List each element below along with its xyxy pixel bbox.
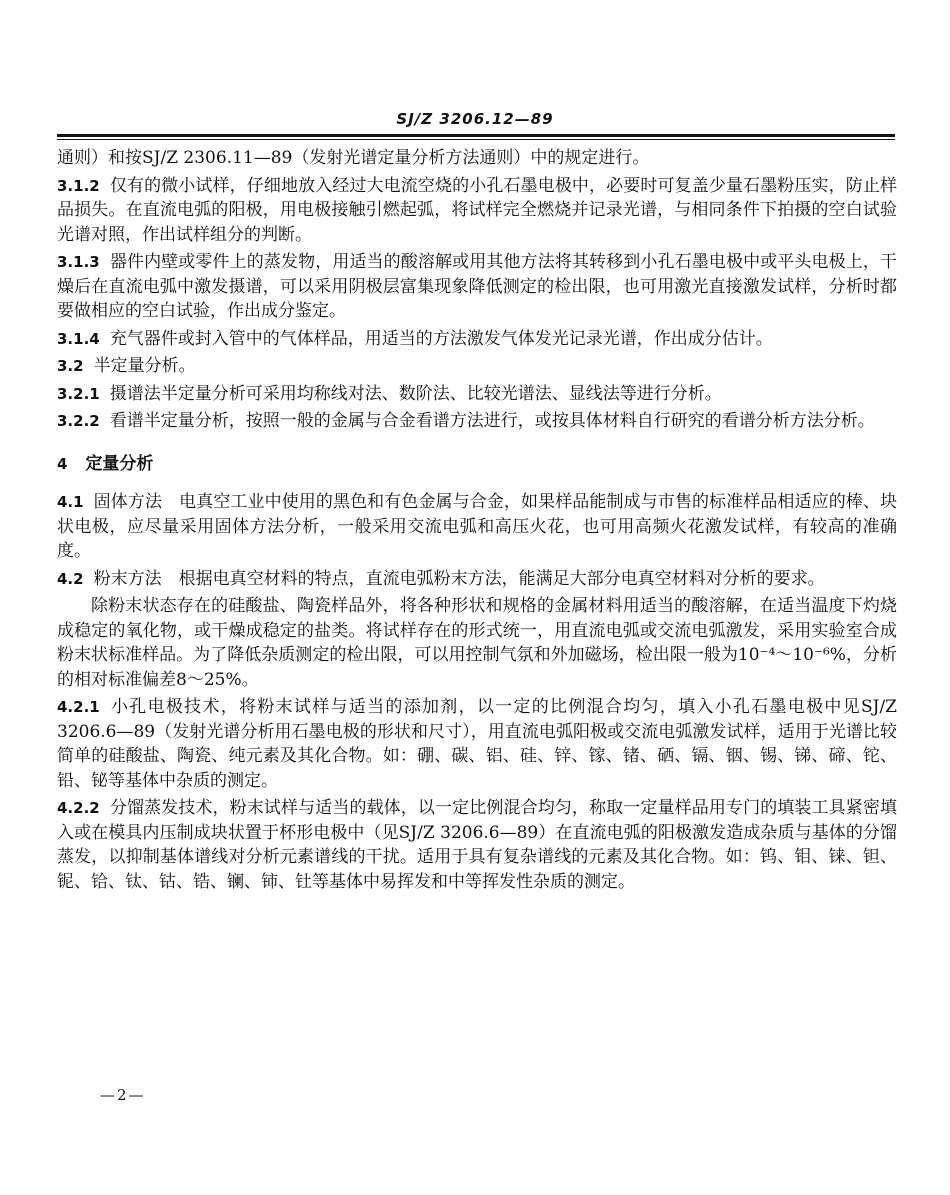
clause-number: 3.2 [57,357,84,375]
clause-number: 4.2.1 [57,698,100,716]
paragraph-text: 粉末方法 根据电真空材料的特点，直流电弧粉末方法，能满足大部分电真空材料对分析的要求。 [93,568,825,589]
clause-4-2-2 [57,796,897,894]
clause-3-1-4 [57,327,897,352]
section-title: 定量分析 [85,453,154,474]
paragraph-text: 看谱半定量分析，按照一般的金属与合金看谱方法进行，或按具体材料自行研究的看谱分析方法分析。 [109,411,875,431]
section-heading-4 [57,452,897,477]
clause-3-1-3 [57,250,897,324]
paragraph-text: 仅有的微小试样，仔细地放入经过大电流空烧的小孔石墨电极中，必要时可复盖少量石墨粉压实，防止样品损失。在直流电弧的阳极，用电极接触引燃起弧，将试样完全燃烧并记录光谱，与相同条件下拍摄的空白试验光谱对照，作出试样组分的判断。 [57,175,897,245]
paragraph-4-2-body [57,594,897,692]
header-rule-thin [57,139,895,140]
page-number: —2— [100,1086,146,1104]
clause-number: 4.1 [57,493,84,511]
clause-4-1 [57,490,897,564]
clause-3-2-1 [57,382,897,407]
document-body [57,146,897,897]
clause-3-2-2 [57,409,897,434]
clause-4-2-1 [57,695,897,793]
clause-number: 4.2 [57,569,84,588]
paragraph-text: 摄谱法半定量分析可采用均称线对法、数阶法、比较光谱法、显线法等进行分析。 [109,383,722,404]
paragraph-continued [57,146,897,171]
clause-number: 4.2.2 [57,799,100,817]
paragraph-text: 充气器件或封入管中的气体样品，用适当的方法激发气体发光记录光谱，作出成分估计。 [109,328,773,349]
paragraph-text: 半定量分析。 [93,356,196,376]
section-number: 4 [57,454,68,473]
clause-number: 3.2.1 [57,384,100,403]
clause-number: 3.1.2 [57,176,100,195]
paragraph-text: 固体方法 电真空工业中使用的黑色和有色金属与合金，如果样品能制成与市售的标准样品相适应的棒、块状电极，应尽量采用固体方法分析，一般采用交流电弧和高压火花，也可用高频火花激发试样，有较高的准确度。 [57,492,897,561]
clause-3-1-2 [57,174,897,248]
paragraph-text: 小孔电极技术，将粉末试样与适当的添加剂，以一定的比例混合均匀，填入小孔石墨电极中见SJ/Z 3206.6—89（发射光谱分析用石墨电极的形状和尺寸），用直流电弧阳极或交流电弧激发试样，适用于光谱比较简单的硅酸盐、陶瓷、纯元素及其化合物。如：硼、碳、铝、硅、锌、镓、锗、硒、镉、铟、锡、锑、碲、铊、铅、铋等基体中杂质的测定。 [57,697,897,791]
paragraph-text: 通则）和按SJ/Z 2306.11—89（发射光谱定量分析方法通则）中的规定进行。 [57,148,650,168]
clause-number: 3.1.4 [57,329,100,348]
header-rule-thick [57,134,895,137]
clause-number: 3.2.2 [57,412,100,430]
clause-3-2 [57,354,897,379]
document-code-header: SJ/Z 3206.12—89 [396,110,554,128]
paragraph-text: 分馏蒸发技术，粉末试样与适当的载体，以一定比例混合均匀，称取一定量样品用专门的填装工具紧密填入或在模具内压制成块状置于杯形电极中（见SJ/Z 3206.6—89）在直流电弧的阳极激发造成杂质与基体的分馏蒸发，以抑制基体谱线对分析元素谱线的干扰。适用于具有复杂谱线的元素及其化合物。如：钨、钼、铼、钽、铌、铪、钛、钴、锆、镧、铈、钍等基体中易挥发和中等挥发性杂质的测定。 [57,798,897,892]
paragraph-text: 器件内壁或零件上的蒸发物，用适当的酸溶解或用其他方法将其转移到小孔石墨电极中或平头电极上，干燥后在直流电弧中激发摄谱，可以采用阴极层富集现象降低测定的检出限，也可用激光直接激发试样，分析时都要做相应的空白试验，作出成分鉴定。 [57,252,897,321]
clause-number: 3.1.3 [57,253,100,271]
paragraph-text: 除粉末状态存在的硅酸盐、陶瓷样品外，将各种形状和规格的金属材料用适当的酸溶解，在适当温度下灼烧成稳定的氧化物，或干燥成稳定的盐类。将试样存在的形式统一，用直流电弧或交流电弧激发，采用实验室合成粉末状标准样品。为了降低杂质测定的检出限，可以用控制气氛和外加磁场，检出限一般为10⁻⁴～10⁻⁶%，分析的相对标准偏差8～25%。 [57,596,897,690]
clause-4-2 [57,567,897,592]
